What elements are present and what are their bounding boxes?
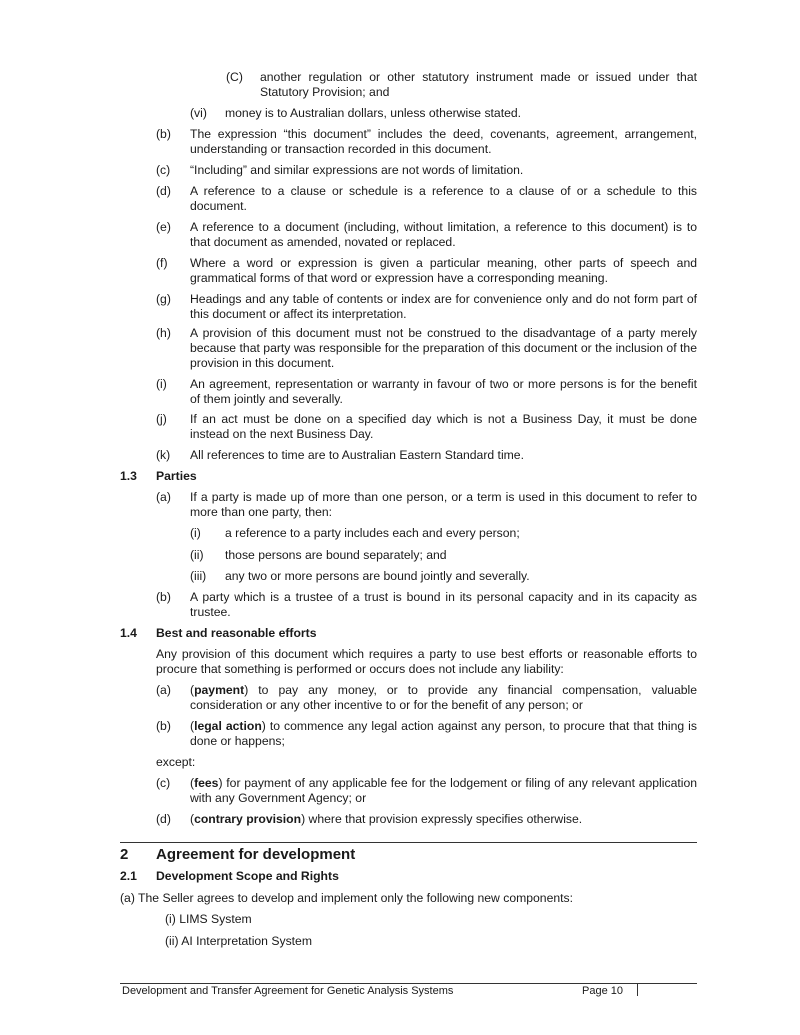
clause-number: (c) bbox=[156, 163, 171, 177]
clause-text: those persons are bound separately; and bbox=[225, 548, 447, 562]
clause-text: “Including” and similar expressions are not words of limitation. bbox=[190, 163, 524, 177]
clause-text: a reference to a party includes each and every person; bbox=[225, 526, 520, 540]
paragraph-text: (a) The Seller agrees to develop and implement only the following new components: bbox=[120, 891, 574, 905]
section-number: 2.1 bbox=[120, 869, 137, 883]
clause-number: (k) bbox=[156, 448, 171, 462]
clause-text: If a party is made up of more than one person, or a term is used in this document to refer to more than one party, then: bbox=[190, 490, 697, 519]
clause-number: (a) bbox=[156, 683, 171, 697]
section-divider bbox=[120, 842, 697, 843]
clause-text: The expression “this document” includes the deed, covenants, agreement, arrangement, understanding or transaction recorded in this document. bbox=[190, 127, 697, 156]
footer-divider bbox=[637, 984, 638, 996]
list-item-text: (ii) AI Interpretation System bbox=[165, 934, 312, 948]
clause-text: (fees) for payment of any applicable fee for the lodgement or filing of any relevant application with any Government Agency; or bbox=[190, 776, 697, 805]
list-item-text: (i) LIMS System bbox=[165, 912, 252, 926]
clause-text: another regulation or other statutory instrument made or issued under that Statutory Provision; and bbox=[260, 70, 697, 99]
page-number: Page 10 bbox=[582, 985, 623, 997]
clause-text: any two or more persons are bound jointly and severally. bbox=[225, 569, 530, 583]
clause-text: A reference to a document (including, without limitation, a reference to this document) is to that document as amended, novated or replaced. bbox=[190, 220, 697, 249]
defined-term: payment bbox=[194, 683, 245, 697]
clause-text: An agreement, representation or warranty in favour of two or more persons is for the benefit of them jointly and severally. bbox=[190, 377, 697, 406]
section-title: Parties bbox=[156, 469, 197, 483]
clause-number: (b) bbox=[156, 127, 171, 141]
clause-number: (d) bbox=[156, 184, 171, 198]
clause-number: (b) bbox=[156, 719, 171, 733]
clause-text: A reference to a clause or schedule is a reference to a clause of or a schedule to this document. bbox=[190, 184, 697, 213]
clause-text: (legal action) to commence any legal action against any person, to procure that that thing is done or happens; bbox=[190, 719, 697, 748]
clause-number: (c) bbox=[156, 776, 171, 790]
clause-text: (contrary provision) where that provision expressly specifies otherwise. bbox=[190, 812, 583, 826]
chapter-number: 2 bbox=[120, 846, 129, 863]
clause-number: (iii) bbox=[190, 569, 207, 583]
chapter-title: Agreement for development bbox=[156, 846, 356, 863]
clause-number: (e) bbox=[156, 220, 171, 234]
section-title: Best and reasonable efforts bbox=[156, 626, 317, 640]
clause-number: (i) bbox=[156, 377, 167, 391]
clause-number: (C) bbox=[226, 70, 243, 84]
clause-number: (h) bbox=[156, 326, 171, 340]
section-number: 1.4 bbox=[120, 626, 137, 640]
page-footer bbox=[120, 983, 697, 998]
clause-number: (j) bbox=[156, 412, 167, 426]
clause-number: (f) bbox=[156, 256, 168, 270]
clause-text: If an act must be done on a specified day which is not a Business Day, it must be done instead on the next Business Day. bbox=[190, 412, 697, 441]
clause-number: (a) bbox=[156, 490, 171, 504]
clause-number: (ii) bbox=[190, 548, 204, 562]
clause-text: Where a word or expression is given a particular meaning, other parts of speech and grammatical forms of that word or expression have a corresponding meaning. bbox=[190, 256, 697, 285]
clause-number: (g) bbox=[156, 292, 171, 306]
footer-title: Development and Transfer Agreement for Genetic Analysis Systems bbox=[122, 985, 454, 997]
clause-number: (d) bbox=[156, 812, 171, 826]
clause-text: A party which is a trustee of a trust is bound in its personal capacity and in its capacity as trustee. bbox=[190, 590, 697, 619]
section-title: Development Scope and Rights bbox=[156, 869, 339, 883]
defined-term: contrary provision bbox=[194, 812, 302, 826]
paragraph-text: except: bbox=[156, 755, 196, 769]
clause-text: (payment) to pay any money, or to provide any financial compensation, valuable consideration or any other incentive to or for the benefit of any person; or bbox=[190, 683, 697, 712]
section-number: 1.3 bbox=[120, 469, 137, 483]
defined-term: legal action bbox=[194, 719, 262, 733]
clause-text: All references to time are to Australian Eastern Standard time. bbox=[190, 448, 524, 462]
defined-term: fees bbox=[194, 776, 219, 790]
clause-number: (b) bbox=[156, 590, 171, 604]
paragraph-text: Any provision of this document which requires a party to use best efforts or reasonable efforts to procure that something is performed or occurs does not include any liability: bbox=[156, 647, 697, 676]
clause-text: money is to Australian dollars, unless otherwise stated. bbox=[225, 106, 522, 120]
clause-text: A provision of this document must not be construed to the disadvantage of a party merely because that party was responsible for the preparation of this document or the inclusion of the provision in this document. bbox=[190, 326, 697, 370]
clause-number: (vi) bbox=[190, 106, 207, 120]
clause-number: (i) bbox=[190, 526, 201, 540]
clause-text: Headings and any table of contents or index are for convenience only and do not form part of this document or affect its interpretation. bbox=[190, 292, 697, 321]
